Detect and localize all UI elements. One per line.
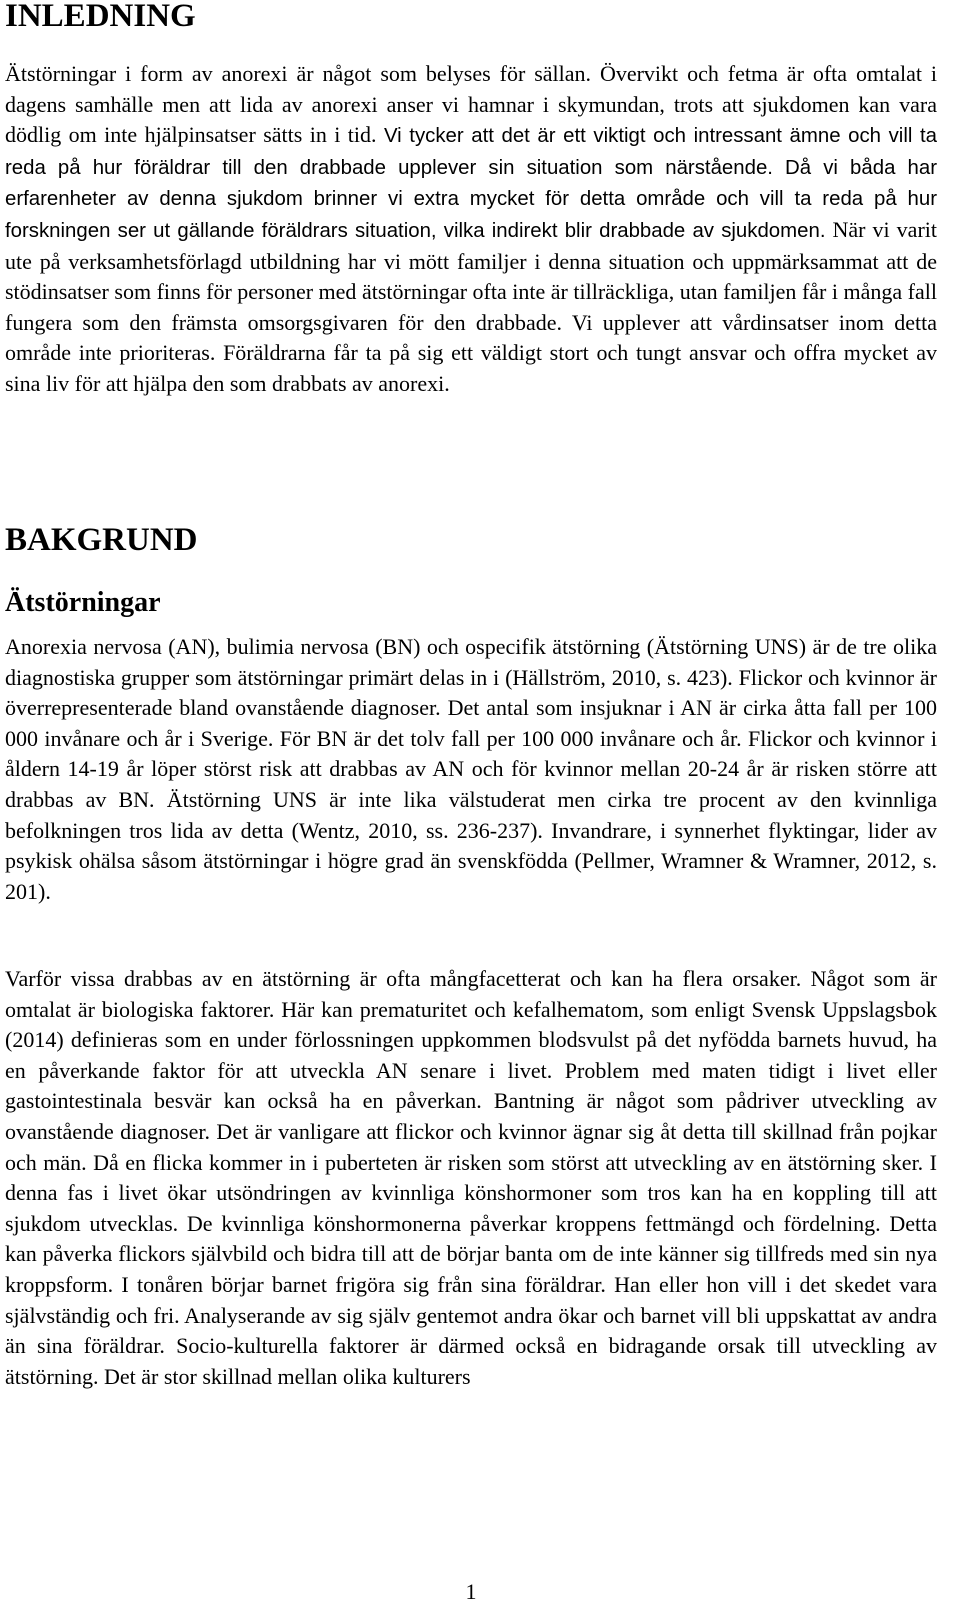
subsection-heading-atstorningar: Ätstörningar [5,587,161,618]
paragraph-bakgrund-1: Anorexia nervosa (AN), bulimia nervosa (BN) och ospecifik ätstörning (Ätstörning UNS) är de tre olika diagnostiska grupper som ätstörningar primärt delas in i (Hällström, 2010, s. 423). Flickor och kvinnor är överrepresenterade bland ovanstående diagnoser. Det antal som insjuknar i AN är cirka åtta fall per 100 000 invånare och år i Sverige. För BN är det tolv fall per 100 000 invånare och år. Flickor och kvinnor i åldern 14-19 år löper störst risk att drabbas av AN och för kvinnor mellan 20-24 år är risken större att drabbas av BN. Ätstörning UNS är inte lika välstuderat men cirka tre procent av den kvinnliga befolkningen tros lida av detta (Wentz, 2010, ss. 236-237). Invandrare, i synnerhet flyktingar, lider av psykisk ohälsa såsom ätstörningar i högre grad än svenskfödda (Pellmer, Wramner & Wramner, 2012, s. 201). [5,634,937,904]
section-heading-inledning: INLEDNING [5,0,196,34]
paragraph-bakgrund-2: Varför vissa drabbas av en ätstörning är ofta mångfacetterat och kan ha flera orsaker. Något som är omtalat är biologiska faktorer. Här kan prematuritet och kefalhematom, som enligt Svensk Uppslagsbok (2014) definieras som en under förlossningen uppkommen blodsvulst på det nyfödda barnets huvud, ha en påverkande faktor för att utveckla AN senare i livet. Problem med maten tidigt i livet eller gastointestinala besvär kan också ha en påverkan. Bantning är något som pådriver utveckling av ovanstående diagnoser. Det är vanligare att flickor och kvinnor ägnar sig åt detta till skillnad från pojkar och män. Då en flicka kommer in i puberteten är risken som störst att utveckling av en ätstörning sker. I denna fas i livet ökar utsöndringen av kvinnliga könshormoner som tros kan ha en koppling till att sjukdom utvecklas. De kvinnliga könshormonerna påverkar kroppens fettmängd och fördelning. Detta kan påverka flickors självbild och bidra till att de börjar banta om de inte känner sig tillfreds med sin nya kroppsform. I tonåren börjar barnet frigöra sig från sina föräldrar. Han eller hon vill i det skedet vara självständig och fri. Analyserande av sig själv gentemot andra ökar och barnet vill bli uppskattat av andra än sina föräldrar. Socio-kulturella faktorer är därmed också en bidragande orsak till utveckling av ätstörning. Det är stor skillnad mellan olika kulturers [5,966,937,1389]
paragraph-inledning-part-3: När vi varit ute på verksamhetsförlagd utbildning har vi mött familjer i denna situation och uppmärksammat att de stödinsatser som finns för personer med ätstörningar ofta inte är tillräckliga, utan familjen får i många fall fungera som den främsta omsorgsgivaren för den drabbade. Vi upplever att vårdinsatser inom detta område inte prioriteras. Föräldrarna får ta på sig ett väldigt stort och tungt ansvar och offra mycket av sina liv för att hjälpa den som drabbats av anorexi. [5,216,937,396]
section-heading-bakgrund: BAKGRUND [5,522,198,558]
paragraph-inledning-part-2: Vi tycker att det är ett viktigt och intressant ämne och vill ta reda på hur föräldrar till den drabbade upplever sin situation som närstående. Då vi båda har erfarenheter av denna sjukdom brinner vi extra mycket för detta område och vill ta reda på hur forskningen ser ut gällande föräldrars situation, vilka indirekt blir drabbade av sjukdomen. [5,125,937,242]
paragraph-inledning [5,59,937,400]
paragraph-inledning-part-1: Ätstörningar i form av anorexi är något som belyses för sällan. Övervikt och fetma är ofta omtalat i dagens samhälle men att lida av anorexi anser vi hamnar i skymundan, trots att sjukdomen kan vara dödlig om inte hjälpinsatser sätts in i tid. [5,61,937,148]
page-number: 1 [465,1579,477,1604]
